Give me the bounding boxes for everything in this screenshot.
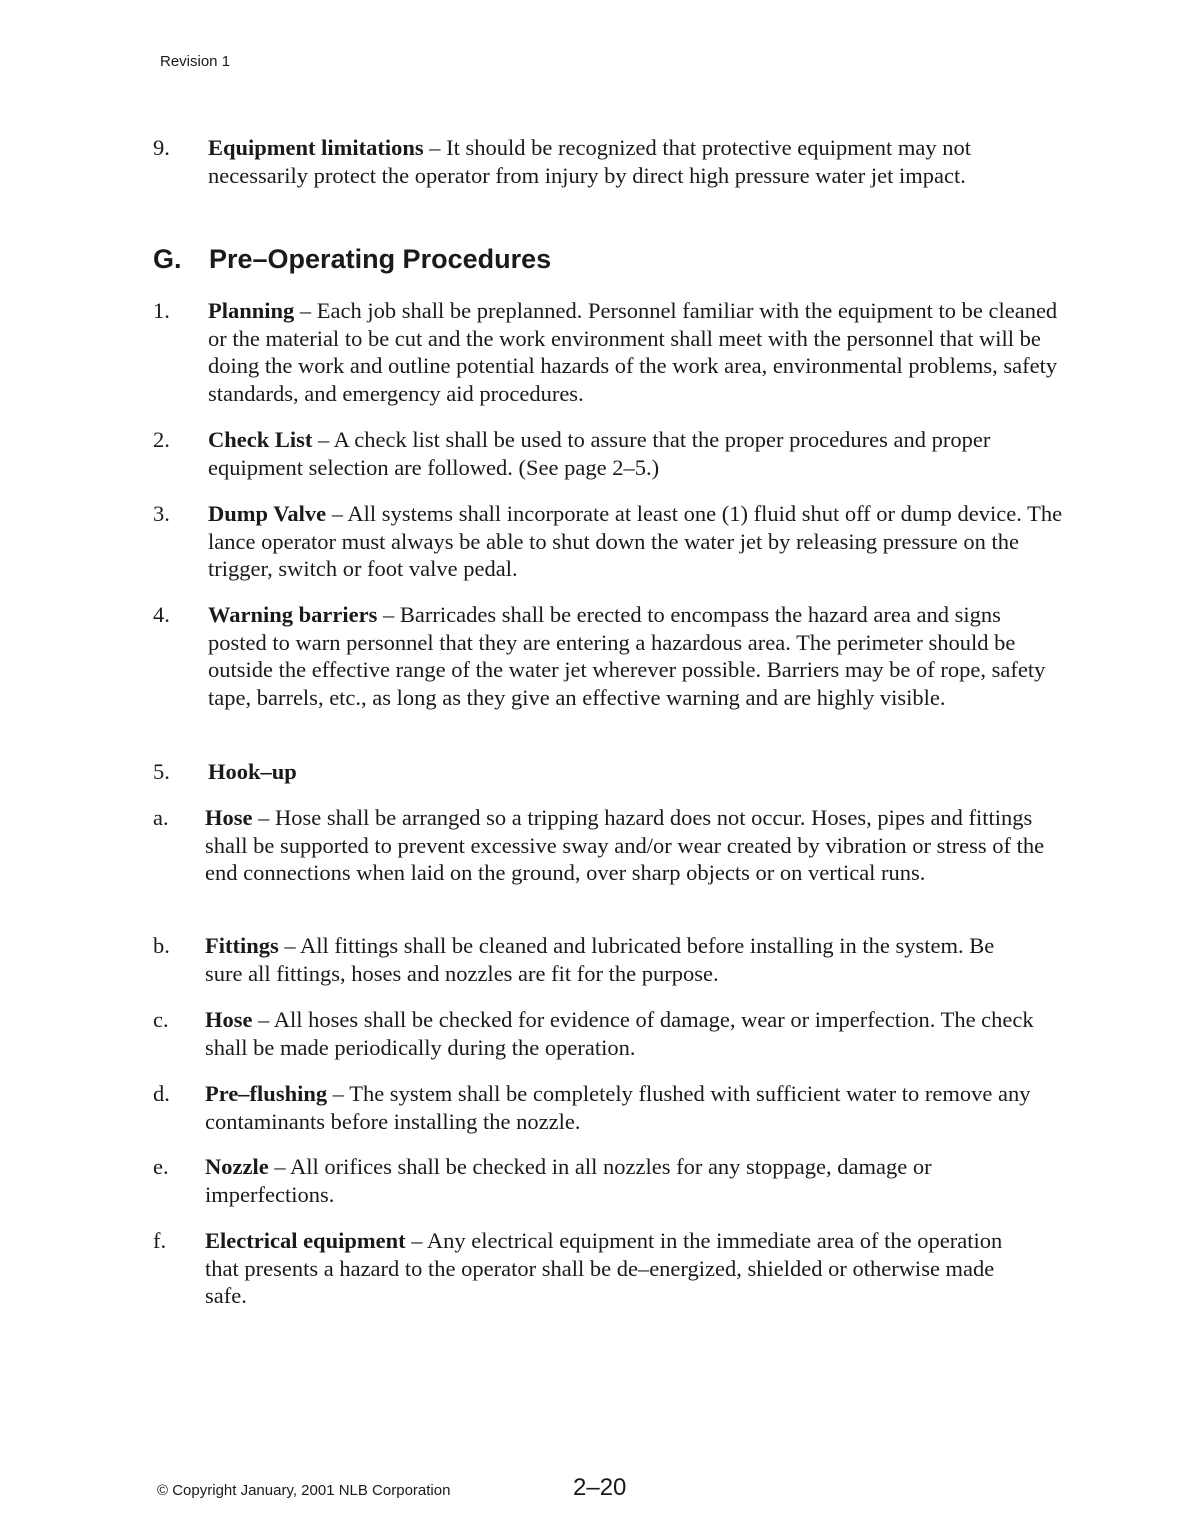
- item-number: 2.: [153, 427, 170, 452]
- item-title: Fittings: [205, 933, 279, 958]
- item-body: [208, 134, 1048, 189]
- item-title: Pre–flushing: [205, 1081, 328, 1106]
- sub-item-d: [153, 1080, 1063, 1135]
- list-item-1: [153, 297, 1063, 407]
- section-heading: [153, 242, 551, 276]
- item-number: 9.: [153, 135, 170, 160]
- item-text: – All orifices shall be checked in all nozzles for any stoppage, damage or imperfections.: [205, 1154, 932, 1207]
- list-item-2: [153, 426, 1063, 481]
- item-body: [205, 932, 1035, 987]
- item-body: [208, 426, 998, 481]
- section-title: Pre–Operating Procedures: [209, 244, 552, 274]
- sub-item-e: [153, 1153, 1063, 1208]
- list-item-5: [153, 758, 1063, 786]
- item-letter: d.: [153, 1081, 170, 1106]
- item-title: Planning: [208, 298, 295, 323]
- item-text: – Barricades shall be erected to encompass the hazard area and signs posted to warn personnel that they are entering a hazardous area. The perimeter should be outside the effective range of the water jet wherever possible. Barriers may be of rope, safety tape, barrels, etc., as long as they give an effective warning and are highly visible.: [208, 602, 1046, 710]
- item-letter: b.: [153, 933, 170, 958]
- page-number: 2–20: [573, 1474, 627, 1501]
- item-number: 4.: [153, 602, 170, 627]
- item-body: [205, 1153, 995, 1208]
- item-title: Hose: [205, 805, 253, 830]
- item-title: Hose: [205, 1007, 253, 1032]
- item-title: Warning barriers: [208, 602, 378, 627]
- sub-item-a: [153, 804, 1063, 887]
- sub-item-b: [153, 932, 1063, 987]
- item-number: 1.: [153, 298, 170, 323]
- list-item-4: [153, 601, 1063, 711]
- item-text: – Hose shall be arranged so a tripping hazard does not occur. Hoses, pipes and fittings shall be supported to prevent excessive sway and/or wear created by vibration or stress of the end connections when laid on the ground, over sharp objects or on vertical runs.: [205, 805, 1045, 885]
- copyright-notice: © Copyright January, 2001 NLB Corporation: [157, 1482, 451, 1499]
- item-text: – A check list shall be used to assure that the proper procedures and proper equipment selection are followed. (See page 2–5.): [208, 427, 991, 480]
- section-letter: G.: [153, 244, 182, 274]
- list-item-3: [153, 500, 1063, 583]
- item-number: 3.: [153, 501, 170, 526]
- item-letter: c.: [153, 1007, 169, 1032]
- item-title: Check List: [208, 427, 313, 452]
- item-body: [208, 601, 1063, 711]
- list-item-9: [153, 134, 1063, 189]
- item-body: [208, 297, 1063, 407]
- revision-label: Revision 1: [160, 53, 231, 70]
- item-body: [205, 804, 1050, 887]
- item-number: 5.: [153, 759, 170, 784]
- item-title: Electrical equipment: [205, 1228, 406, 1253]
- item-text: – Any electrical equipment in the immediate area of the operation that presents a hazard to the operator shall be de–energized, shielded or otherwise made safe.: [205, 1228, 1003, 1308]
- item-letter: f.: [153, 1228, 167, 1253]
- item-text: – All hoses shall be checked for evidence of damage, wear or imperfection. The check shall be made periodically during the operation.: [205, 1007, 1034, 1060]
- item-letter: a.: [153, 805, 169, 830]
- item-text: – All systems shall incorporate at least one (1) fluid shut off or dump device. The lance operator must always be able to shut down the water jet by releasing pressure on the trigger, switch or foot valve pedal.: [208, 501, 1063, 581]
- item-title: Equipment limitations: [208, 135, 424, 160]
- item-text: – Each job shall be preplanned. Personnel familiar with the equipment to be cleaned or the material to be cut and the work environment shall meet with the personnel that will be doing the work and outline potential hazards of the work area, environmental problems, safety standards, and emergency aid procedures.: [208, 298, 1058, 406]
- item-body: [205, 1006, 1055, 1061]
- item-body: [205, 1080, 1060, 1135]
- item-letter: e.: [153, 1154, 169, 1179]
- item-text: – It should be recognized that protective equipment may not necessarily protect the operator from injury by direct high pressure water jet impact.: [208, 135, 972, 188]
- item-title: Dump Valve: [208, 501, 327, 526]
- sub-item-f: [153, 1227, 1063, 1310]
- item-title: Hook–up: [208, 759, 297, 784]
- sub-item-c: [153, 1006, 1063, 1061]
- item-text: – All fittings shall be cleaned and lubricated before installing in the system. Be sure all fittings, hoses and nozzles are fit for the purpose.: [205, 933, 995, 986]
- item-body: [208, 500, 1063, 583]
- item-text: – The system shall be completely flushed with sufficient water to remove any contaminants before installing the nozzle.: [205, 1081, 1031, 1134]
- item-body: [208, 758, 1063, 786]
- item-title: Nozzle: [205, 1154, 269, 1179]
- item-body: [205, 1227, 1005, 1310]
